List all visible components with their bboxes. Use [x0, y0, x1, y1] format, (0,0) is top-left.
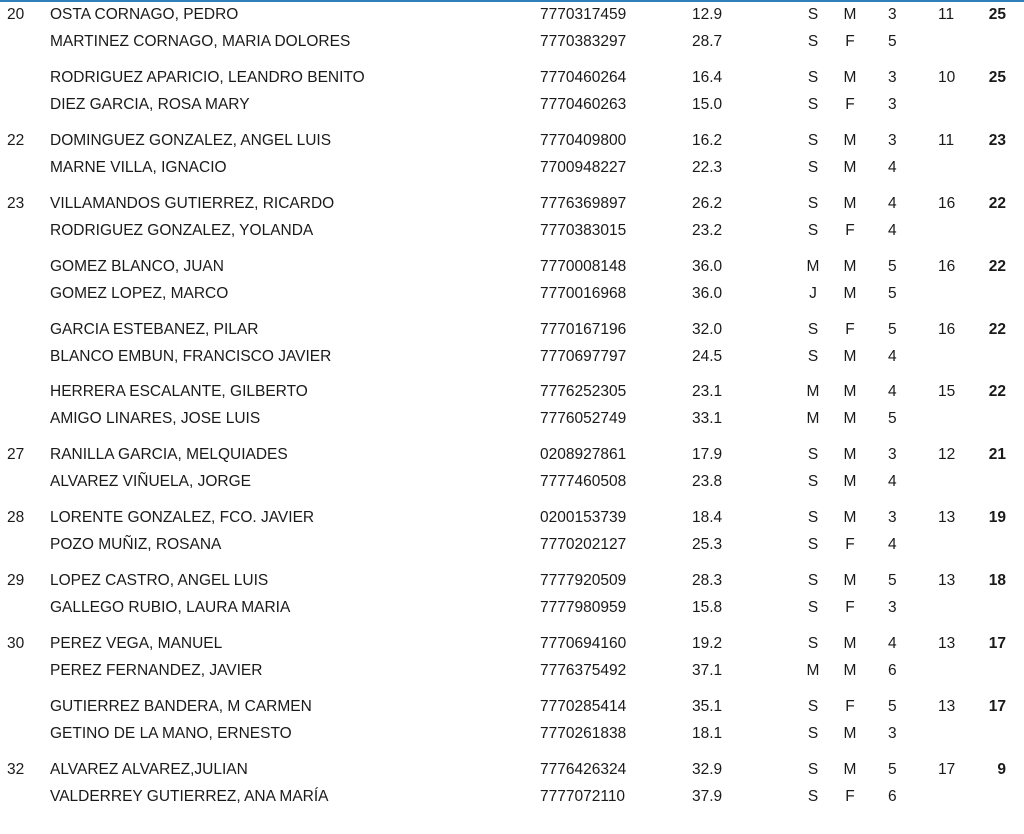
pair-row — [0, 126, 1024, 182]
pair-row — [0, 755, 1024, 811]
player-sex: M — [843, 284, 857, 302]
player-handicap: 36.0 — [692, 257, 723, 275]
player-row — [0, 409, 1024, 429]
player-sex: M — [843, 662, 857, 679]
player-level: 4 — [888, 473, 897, 491]
player-name: ALVAREZ VIÑUELA, JORGE — [50, 473, 251, 491]
player-name: HERRERA ESCALANTE, GILBERTO — [50, 383, 308, 401]
player-category: S — [807, 760, 819, 778]
player-handicap: 33.1 — [692, 410, 723, 428]
player-name: LOPEZ CASTRO, ANGEL LUIS — [50, 572, 269, 590]
player-handicap: 37.9 — [692, 787, 723, 805]
player-name: VILLAMANDOS GUTIERREZ, RICARDO — [50, 194, 335, 212]
player-sex: F — [845, 787, 855, 805]
player-license: 7770383015 — [540, 221, 627, 239]
player-license: 7776375492 — [540, 662, 627, 679]
player-row — [0, 787, 1024, 807]
player-sex: M — [843, 347, 857, 365]
pair-points: 22 — [988, 257, 1006, 275]
player-category: S — [807, 473, 819, 491]
pair-sum: 13 — [938, 572, 956, 590]
player-name: PEREZ FERNANDEZ, JAVIER — [50, 662, 263, 679]
player-row — [0, 760, 1024, 780]
player-row — [0, 68, 1024, 88]
player-row — [0, 95, 1024, 115]
player-handicap: 23.8 — [692, 473, 723, 491]
player-sex: M — [843, 131, 857, 149]
player-row — [0, 508, 1024, 528]
player-sex: M — [843, 509, 857, 527]
player-sex: F — [845, 221, 855, 239]
player-handicap: 28.3 — [692, 572, 723, 590]
pair-row — [0, 692, 1024, 748]
player-sex: M — [843, 473, 857, 491]
player-license: 7770285414 — [540, 697, 627, 715]
pair-points: 25 — [988, 6, 1006, 23]
player-license: 7770317459 — [540, 6, 627, 23]
player-handicap: 26.2 — [692, 194, 723, 212]
player-category: M — [806, 257, 820, 275]
player-level: 5 — [888, 410, 897, 428]
player-level: 3 — [888, 131, 897, 149]
player-name: DIEZ GARCIA, ROSA MARY — [50, 95, 250, 113]
player-row — [0, 347, 1024, 367]
player-license: 7770694160 — [540, 635, 627, 652]
player-row — [0, 257, 1024, 277]
player-name: GARCIA ESTEBANEZ, PILAR — [50, 320, 259, 338]
player-name: RODRIGUEZ APARICIO, LEANDRO BENITO — [50, 68, 365, 86]
player-handicap: 36.0 — [692, 284, 723, 302]
pair-row — [0, 252, 1024, 308]
player-category: S — [807, 787, 819, 805]
player-row — [0, 661, 1024, 681]
player-category: S — [807, 95, 819, 113]
player-license: 7770383297 — [540, 33, 627, 50]
player-sex: F — [845, 536, 855, 554]
player-license: 7770016968 — [540, 284, 627, 302]
pair-sum: 17 — [938, 760, 956, 778]
player-level: 5 — [888, 284, 897, 302]
pair-row — [0, 0, 1024, 56]
player-license: 7770202127 — [540, 536, 627, 554]
player-row — [0, 382, 1024, 402]
player-name: GALLEGO RUBIO, LAURA MARIA — [50, 599, 291, 617]
player-category: S — [807, 572, 819, 590]
player-level: 4 — [888, 536, 897, 554]
player-name: ALVAREZ ALVAREZ,JULIAN — [50, 760, 248, 778]
pair-sum: 13 — [938, 635, 956, 652]
pair-row — [0, 629, 1024, 685]
player-license: 7770261838 — [540, 724, 627, 742]
player-license: 7770409800 — [540, 131, 627, 149]
player-category: S — [807, 697, 819, 715]
player-category: S — [807, 158, 819, 176]
pair-position: 27 — [7, 446, 25, 464]
player-handicap: 15.0 — [692, 95, 723, 113]
player-name: RODRIGUEZ GONZALEZ, YOLANDA — [50, 221, 314, 239]
player-license: 7776252305 — [540, 383, 627, 401]
player-name: VALDERREY GUTIERREZ, ANA MARÍA — [50, 787, 329, 805]
player-row — [0, 472, 1024, 492]
player-level: 5 — [888, 320, 897, 338]
player-category: S — [807, 347, 819, 365]
player-sex: M — [843, 760, 857, 778]
player-sex: F — [845, 697, 855, 715]
player-level: 3 — [888, 599, 897, 617]
player-row — [0, 32, 1024, 52]
player-level: 4 — [888, 194, 897, 212]
player-handicap: 16.4 — [692, 68, 723, 86]
player-level: 5 — [888, 697, 897, 715]
player-sex: M — [843, 383, 857, 401]
player-name: MARNE VILLA, IGNACIO — [50, 158, 227, 176]
pair-sum: 16 — [938, 320, 956, 338]
player-sex: M — [843, 6, 857, 23]
pair-points: 22 — [988, 194, 1006, 212]
pair-row — [0, 440, 1024, 496]
player-license: 7770460264 — [540, 68, 627, 86]
player-level: 3 — [888, 446, 897, 464]
pair-sum: 16 — [938, 194, 956, 212]
player-category: M — [806, 410, 820, 428]
player-level: 5 — [888, 257, 897, 275]
player-handicap: 22.3 — [692, 158, 723, 176]
player-sex: M — [843, 635, 857, 652]
pair-points: 19 — [988, 509, 1006, 527]
player-name: AMIGO LINARES, JOSE LUIS — [50, 410, 261, 428]
pair-row — [0, 315, 1024, 371]
player-sex: M — [843, 410, 857, 428]
player-row — [0, 221, 1024, 241]
pair-position: 20 — [7, 6, 25, 23]
player-handicap: 37.1 — [692, 662, 723, 679]
player-handicap: 35.1 — [692, 697, 723, 715]
player-category: S — [807, 320, 819, 338]
player-category: M — [806, 383, 820, 401]
player-name: POZO MUÑIZ, ROSANA — [50, 536, 222, 554]
player-level: 6 — [888, 662, 897, 679]
pair-row — [0, 63, 1024, 119]
player-category: S — [807, 68, 819, 86]
pair-position: 28 — [7, 509, 25, 527]
player-license: 7770167196 — [540, 320, 627, 338]
player-row — [0, 634, 1024, 654]
player-row — [0, 194, 1024, 214]
player-name: GUTIERREZ BANDERA, M CARMEN — [50, 697, 312, 715]
pair-points: 17 — [988, 697, 1006, 715]
pair-sum: 12 — [938, 446, 956, 464]
player-sex: M — [843, 572, 857, 590]
player-name: BLANCO EMBUN, FRANCISCO JAVIER — [50, 347, 332, 365]
pair-sum: 10 — [938, 68, 956, 86]
player-handicap: 32.0 — [692, 320, 723, 338]
player-category: S — [807, 221, 819, 239]
pair-points: 25 — [988, 68, 1006, 86]
player-row — [0, 598, 1024, 618]
player-category: M — [806, 662, 820, 679]
player-name: PEREZ VEGA, MANUEL — [50, 635, 223, 652]
player-name: GOMEZ LOPEZ, MARCO — [50, 284, 229, 302]
pair-row — [0, 503, 1024, 559]
player-row — [0, 724, 1024, 744]
pair-sum: 16 — [938, 257, 956, 275]
player-sex: M — [843, 68, 857, 86]
player-row — [0, 320, 1024, 340]
player-level: 5 — [888, 760, 897, 778]
player-name: RANILLA GARCIA, MELQUIADES — [50, 446, 288, 464]
player-license: 7777460508 — [540, 473, 627, 491]
player-sex: F — [845, 599, 855, 617]
player-handicap: 24.5 — [692, 347, 723, 365]
player-sex: M — [843, 158, 857, 176]
player-license: 7777072110 — [540, 787, 626, 805]
pair-row — [0, 566, 1024, 622]
player-row — [0, 158, 1024, 178]
player-level: 3 — [888, 95, 897, 113]
pair-sum: 11 — [938, 6, 955, 23]
player-handicap: 28.7 — [692, 33, 723, 50]
player-category: S — [807, 536, 819, 554]
player-license: 7776426324 — [540, 760, 627, 778]
pair-sum: 15 — [938, 383, 956, 401]
pair-points: 21 — [988, 446, 1006, 464]
player-sex: M — [843, 194, 857, 212]
player-category: S — [807, 194, 819, 212]
player-category: S — [807, 599, 819, 617]
player-handicap: 25.3 — [692, 536, 723, 554]
pair-points: 18 — [988, 572, 1006, 590]
player-category: S — [807, 33, 819, 50]
player-level: 5 — [888, 572, 897, 590]
player-level: 4 — [888, 383, 897, 401]
player-license: 7777920509 — [540, 572, 627, 590]
player-category: S — [807, 724, 819, 742]
pair-sum: 13 — [938, 509, 956, 527]
pair-position: 30 — [7, 635, 25, 652]
player-row — [0, 697, 1024, 717]
pair-position: 22 — [7, 131, 25, 149]
player-name: GOMEZ BLANCO, JUAN — [50, 257, 224, 275]
player-handicap: 18.4 — [692, 509, 723, 527]
player-row — [0, 535, 1024, 555]
pair-points: 9 — [997, 760, 1006, 778]
pair-row — [0, 377, 1024, 433]
player-level: 4 — [888, 635, 897, 652]
player-level: 4 — [888, 221, 897, 239]
player-level: 4 — [888, 347, 897, 365]
pair-points: 22 — [988, 383, 1006, 401]
player-row — [0, 445, 1024, 465]
player-row — [0, 284, 1024, 304]
player-handicap: 12.9 — [692, 6, 723, 23]
player-handicap: 18.1 — [692, 724, 723, 742]
player-handicap: 32.9 — [692, 760, 723, 778]
player-license: 7770008148 — [540, 257, 627, 275]
player-row — [0, 131, 1024, 151]
player-handicap: 16.2 — [692, 131, 723, 149]
pair-sum: 13 — [938, 697, 956, 715]
player-category: S — [807, 509, 819, 527]
player-license: 0208927861 — [540, 446, 627, 464]
player-handicap: 19.2 — [692, 635, 723, 652]
player-license: 7770460263 — [540, 95, 627, 113]
player-sex: F — [845, 95, 855, 113]
player-row — [0, 5, 1024, 25]
player-license: 7770697797 — [540, 347, 627, 365]
player-handicap: 23.2 — [692, 221, 723, 239]
player-level: 6 — [888, 787, 897, 805]
player-license: 7700948227 — [540, 158, 627, 176]
player-name: DOMINGUEZ GONZALEZ, ANGEL LUIS — [50, 131, 332, 149]
player-row — [0, 571, 1024, 591]
player-handicap: 15.8 — [692, 599, 723, 617]
player-level: 4 — [888, 158, 897, 176]
player-license: 7776369897 — [540, 194, 627, 212]
pair-points: 17 — [988, 635, 1006, 652]
pair-position: 23 — [7, 194, 25, 212]
player-license: 0200153739 — [540, 509, 627, 527]
player-category: S — [807, 446, 819, 464]
pair-position: 32 — [7, 760, 25, 778]
pair-points: 23 — [988, 131, 1006, 149]
player-handicap: 17.9 — [692, 446, 723, 464]
pair-row — [0, 189, 1024, 245]
player-level: 3 — [888, 68, 897, 86]
player-category: S — [807, 131, 819, 149]
player-sex: M — [843, 257, 857, 275]
player-level: 3 — [888, 6, 897, 23]
player-category: J — [809, 284, 817, 302]
player-license: 7776052749 — [540, 410, 627, 428]
player-level: 5 — [888, 33, 897, 50]
player-name: OSTA CORNAGO, PEDRO — [50, 6, 239, 23]
player-sex: F — [845, 33, 855, 50]
pair-sum: 11 — [938, 131, 955, 149]
player-name: GETINO DE LA MANO, ERNESTO — [50, 724, 292, 742]
player-sex: F — [845, 320, 855, 338]
player-name: LORENTE GONZALEZ, FCO. JAVIER — [50, 509, 315, 527]
player-level: 3 — [888, 724, 897, 742]
player-name: MARTINEZ CORNAGO, MARIA DOLORES — [50, 33, 351, 50]
player-category: S — [807, 6, 819, 23]
pair-position: 29 — [7, 572, 25, 590]
player-sex: M — [843, 446, 857, 464]
player-sex: M — [843, 724, 857, 742]
pair-points: 22 — [988, 320, 1006, 338]
player-level: 3 — [888, 509, 897, 527]
player-license: 7777980959 — [540, 599, 627, 617]
player-category: S — [807, 635, 819, 652]
player-handicap: 23.1 — [692, 383, 723, 401]
